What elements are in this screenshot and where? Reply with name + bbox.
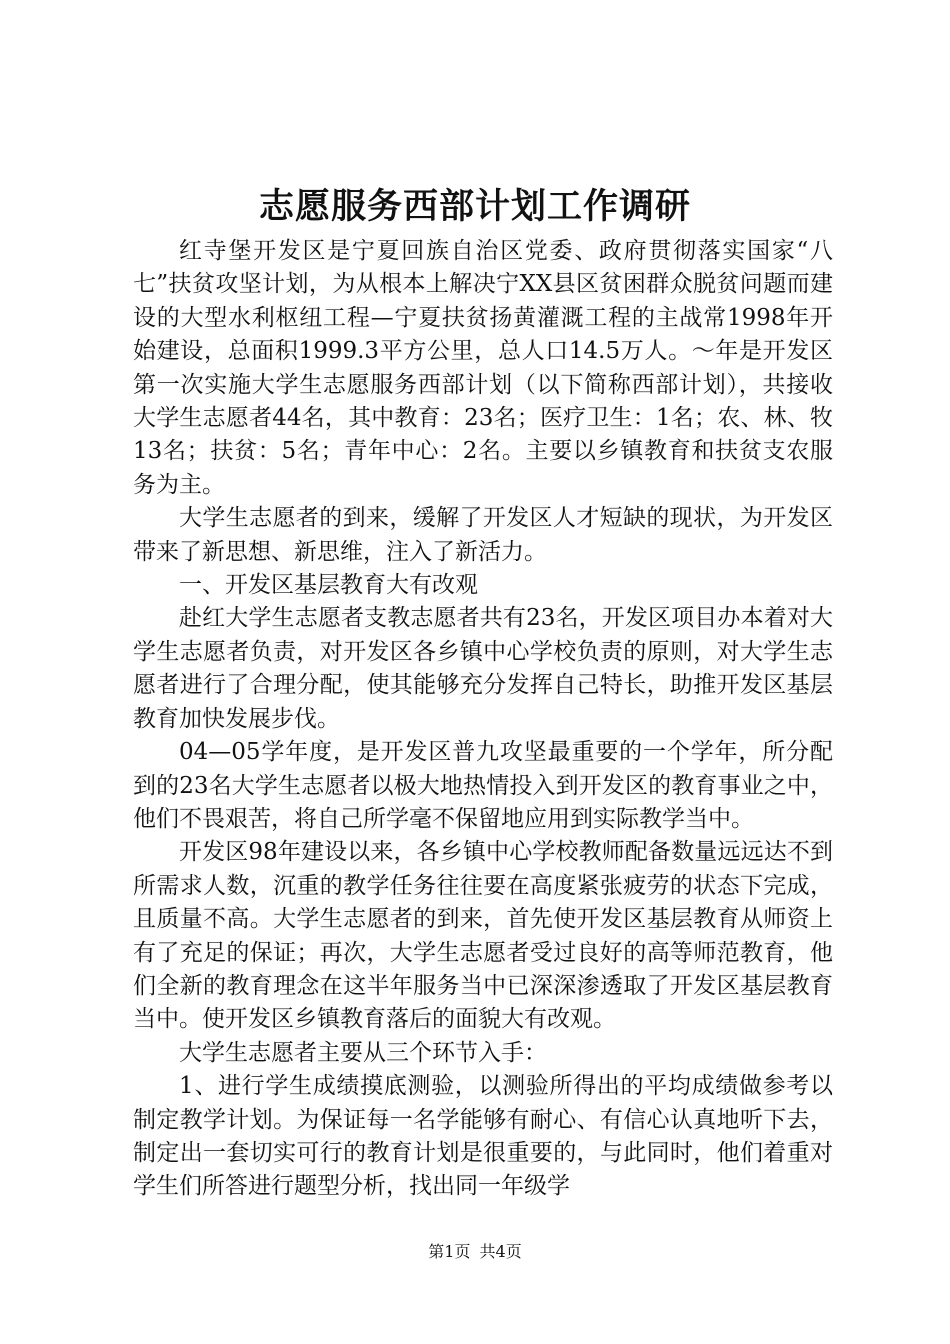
document-body (133, 235, 833, 1204)
paragraph-teaching-volunteers: 赴红大学生志愿者支教志愿者共有23名，开发区项目办本着对大学生志愿者负责，对开发区各乡镇中心学校负责的原则，对大学生志愿者进行了合理分配，使其能够充分发挥自己特长，助推开发区基层教育加快发展步伐。 (133, 605, 833, 732)
page-number: 第1页 (428, 1242, 471, 1261)
paragraph-three-steps: 大学生志愿者主要从三个环节入手： (179, 1039, 547, 1066)
paragraph-step-one: 1、进行学生成绩摸底测验，以测验所得出的平均成绩做参考以制定教学计划。为保证每一名学能够有耐心、有信心认真地听下去，制定出一套切实可行的教育计划是很重要的，与此同时，他们着重对学生们所答进行题型分析，找出同一年级学 (133, 1073, 833, 1200)
document-title: 志愿服务西部计划工作调研 (258, 187, 691, 227)
paragraph-school-year: 04—05学年度，是开发区普九攻坚最重要的一个学年，所分配到的23名大学生志愿者以极大地热情投入到开发区的教育事业之中，他们不畏艰苦，将自己所学毫不保留地应用到实际教学当中。 (133, 739, 833, 832)
paragraph-teacher-shortage: 开发区98年建设以来，各乡镇中心学校教师配备数量远远达不到所需求人数，沉重的教学任务往往要在高度紧张疲劳的状态下完成，且质量不高。大学生志愿者的到来，首先使开发区基层教育从师资上有了充足的保证；再次，大学生志愿者受过良好的高等师范教育，他们全新的教育理念在这半年服务当中已深深渗透取了开发区基层教育当中。使开发区乡镇教育落后的面貌大有改观。 (133, 839, 833, 1033)
paragraph-intro: 红寺堡开发区是宁夏回族自治区党委、政府贯彻落实国家“八七”扶贫攻坚计划，为从根本上解决宁XX县区贫困群众脱贫问题而建设的大型水利枢纽工程—宁夏扶贫扬黄灌溉工程的主战常1998年开始建设，总面积1999.3平方公里，总人口14.5万人。～年是开发区第一次实施大学生志愿服务西部计划（以下简称西部计划），共接收大学生志愿者44名，其中教育：23名；医疗卫生：1名；农、林、牧13名；扶贫：5名；青年中心：2名。主要以乡镇教育和扶贫支农服务为主。 (133, 238, 833, 498)
page-footer (0, 1242, 950, 1262)
section-heading-education: 一、开发区基层教育大有改观 (179, 572, 478, 599)
page-total: 共4页 (479, 1242, 522, 1261)
paragraph-arrival: 大学生志愿者的到来，缓解了开发区人才短缺的现状，为开发区带来了新思想、新思维，注入了新活力。 (133, 505, 833, 565)
